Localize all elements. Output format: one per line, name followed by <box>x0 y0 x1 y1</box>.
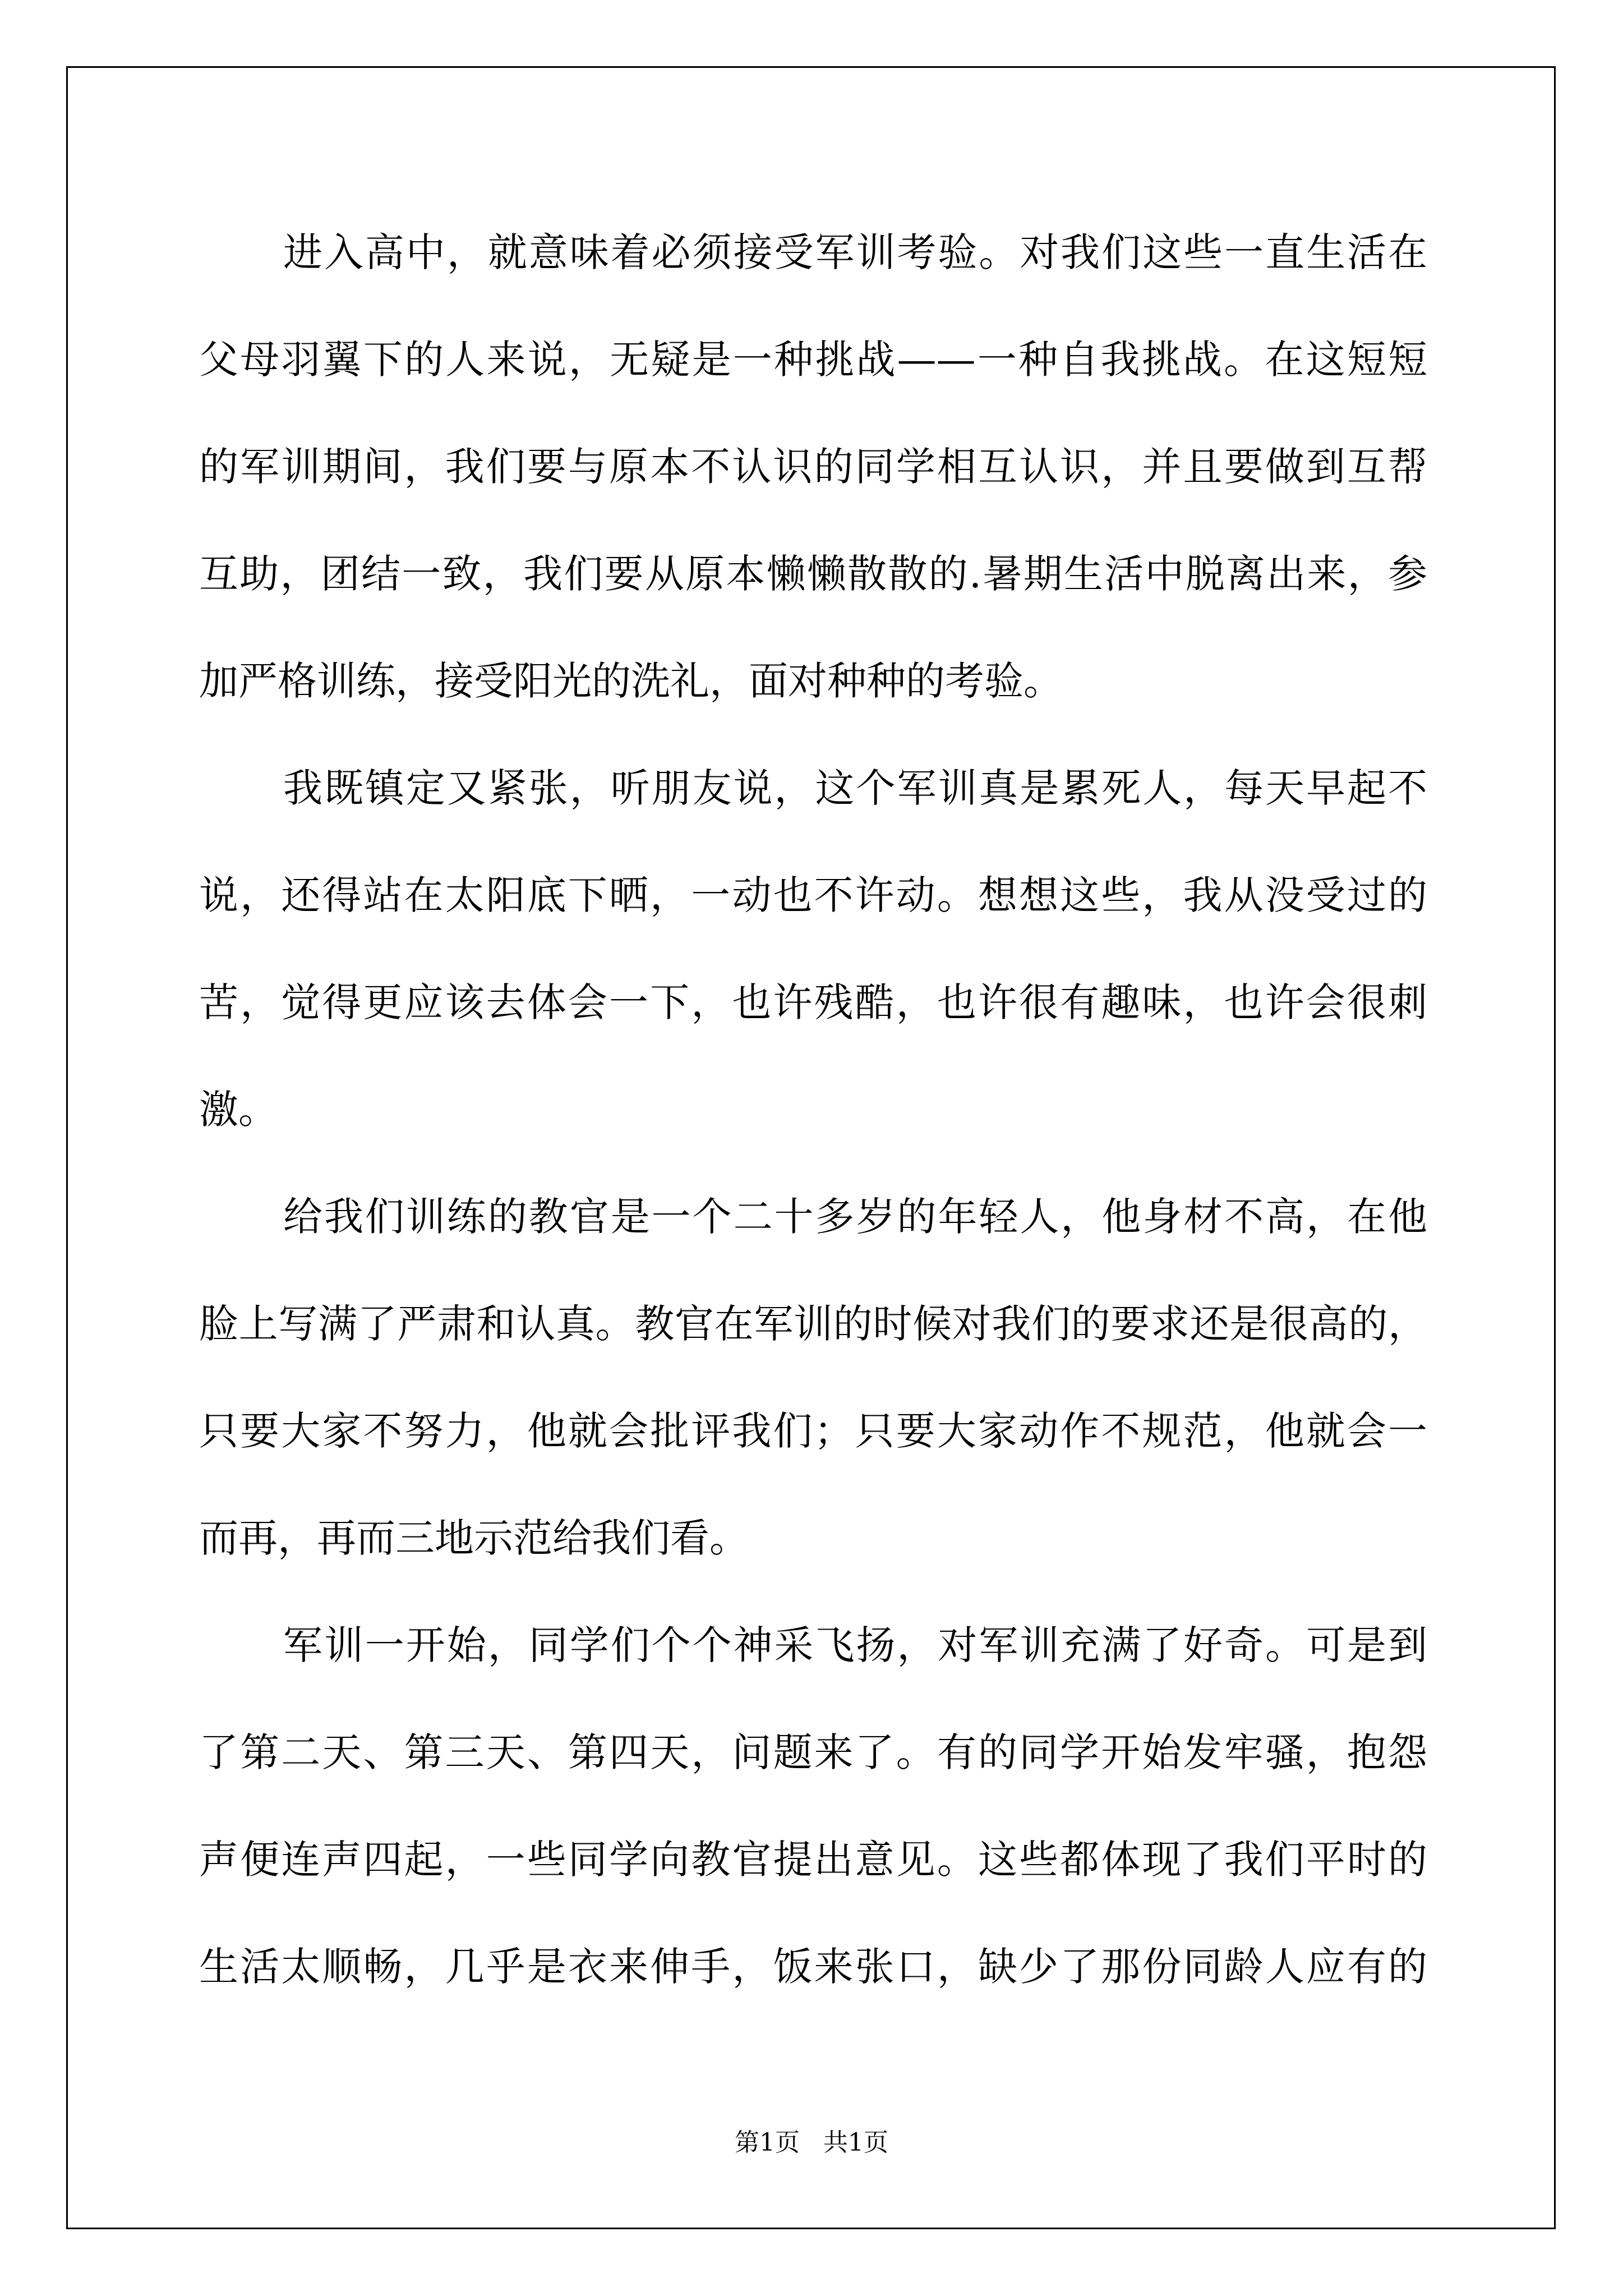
text-line: 脸上写满了严肃和认真。教官在军训的时候对我们的要求还是很高的， <box>199 1301 1427 1347</box>
text-line: 说，还得站在太阳底下晒，一动也不许动。想想这些，我从没受过的 <box>199 872 1427 918</box>
text-line: 军训一开始，同学们个个神采飞扬，对军训充满了好奇。可是到 <box>283 1622 1427 1668</box>
text-line: 激。 <box>199 1087 278 1133</box>
text-line: 加严格训练，接受阳光的洗礼，面对种种的考验。 <box>199 658 1063 704</box>
text-line: 生活太顺畅，几乎是衣来伸手，饭来张口，缺少了那份同龄人应有的 <box>199 1944 1427 1990</box>
text-line: 进入高中，就意味着必须接受军训考验。对我们这些一直生活在 <box>283 229 1427 275</box>
page-number-footer: 第1页 共1页 <box>735 2128 888 2157</box>
text-line: 的军训期间，我们要与原本不认识的同学相互认识，并且要做到互帮 <box>199 444 1427 490</box>
text-line: 了第二天、第三天、第四天，问题来了。有的同学开始发牢骚，抱怨 <box>199 1729 1427 1775</box>
text-line: 只要大家不努力，他就会批评我们；只要大家动作不规范，他就会一 <box>199 1408 1427 1454</box>
text-line: 互助，团结一致，我们要从原本懒懒散散的.暑期生活中脱离出来，参 <box>199 551 1427 597</box>
text-line: 父母羽翼下的人来说，无疑是一种挑战——一种自我挑战。在这短短 <box>199 337 1427 383</box>
document-body <box>199 199 1427 2021</box>
text-line: 声便连声四起，一些同学向教官提出意见。这些都体现了我们平时的 <box>199 1837 1427 1883</box>
text-line: 我既镇定又紧张，听朋友说，这个军训真是累死人，每天早起不 <box>283 765 1427 811</box>
text-line: 给我们训练的教官是一个二十多岁的年轻人，他身材不高，在他 <box>283 1194 1427 1240</box>
text-line: 苦，觉得更应该去体会一下，也许残酷，也许很有趣味，也许会很刺 <box>199 979 1427 1025</box>
text-line: 而再，再而三地示范给我们看。 <box>199 1515 749 1561</box>
